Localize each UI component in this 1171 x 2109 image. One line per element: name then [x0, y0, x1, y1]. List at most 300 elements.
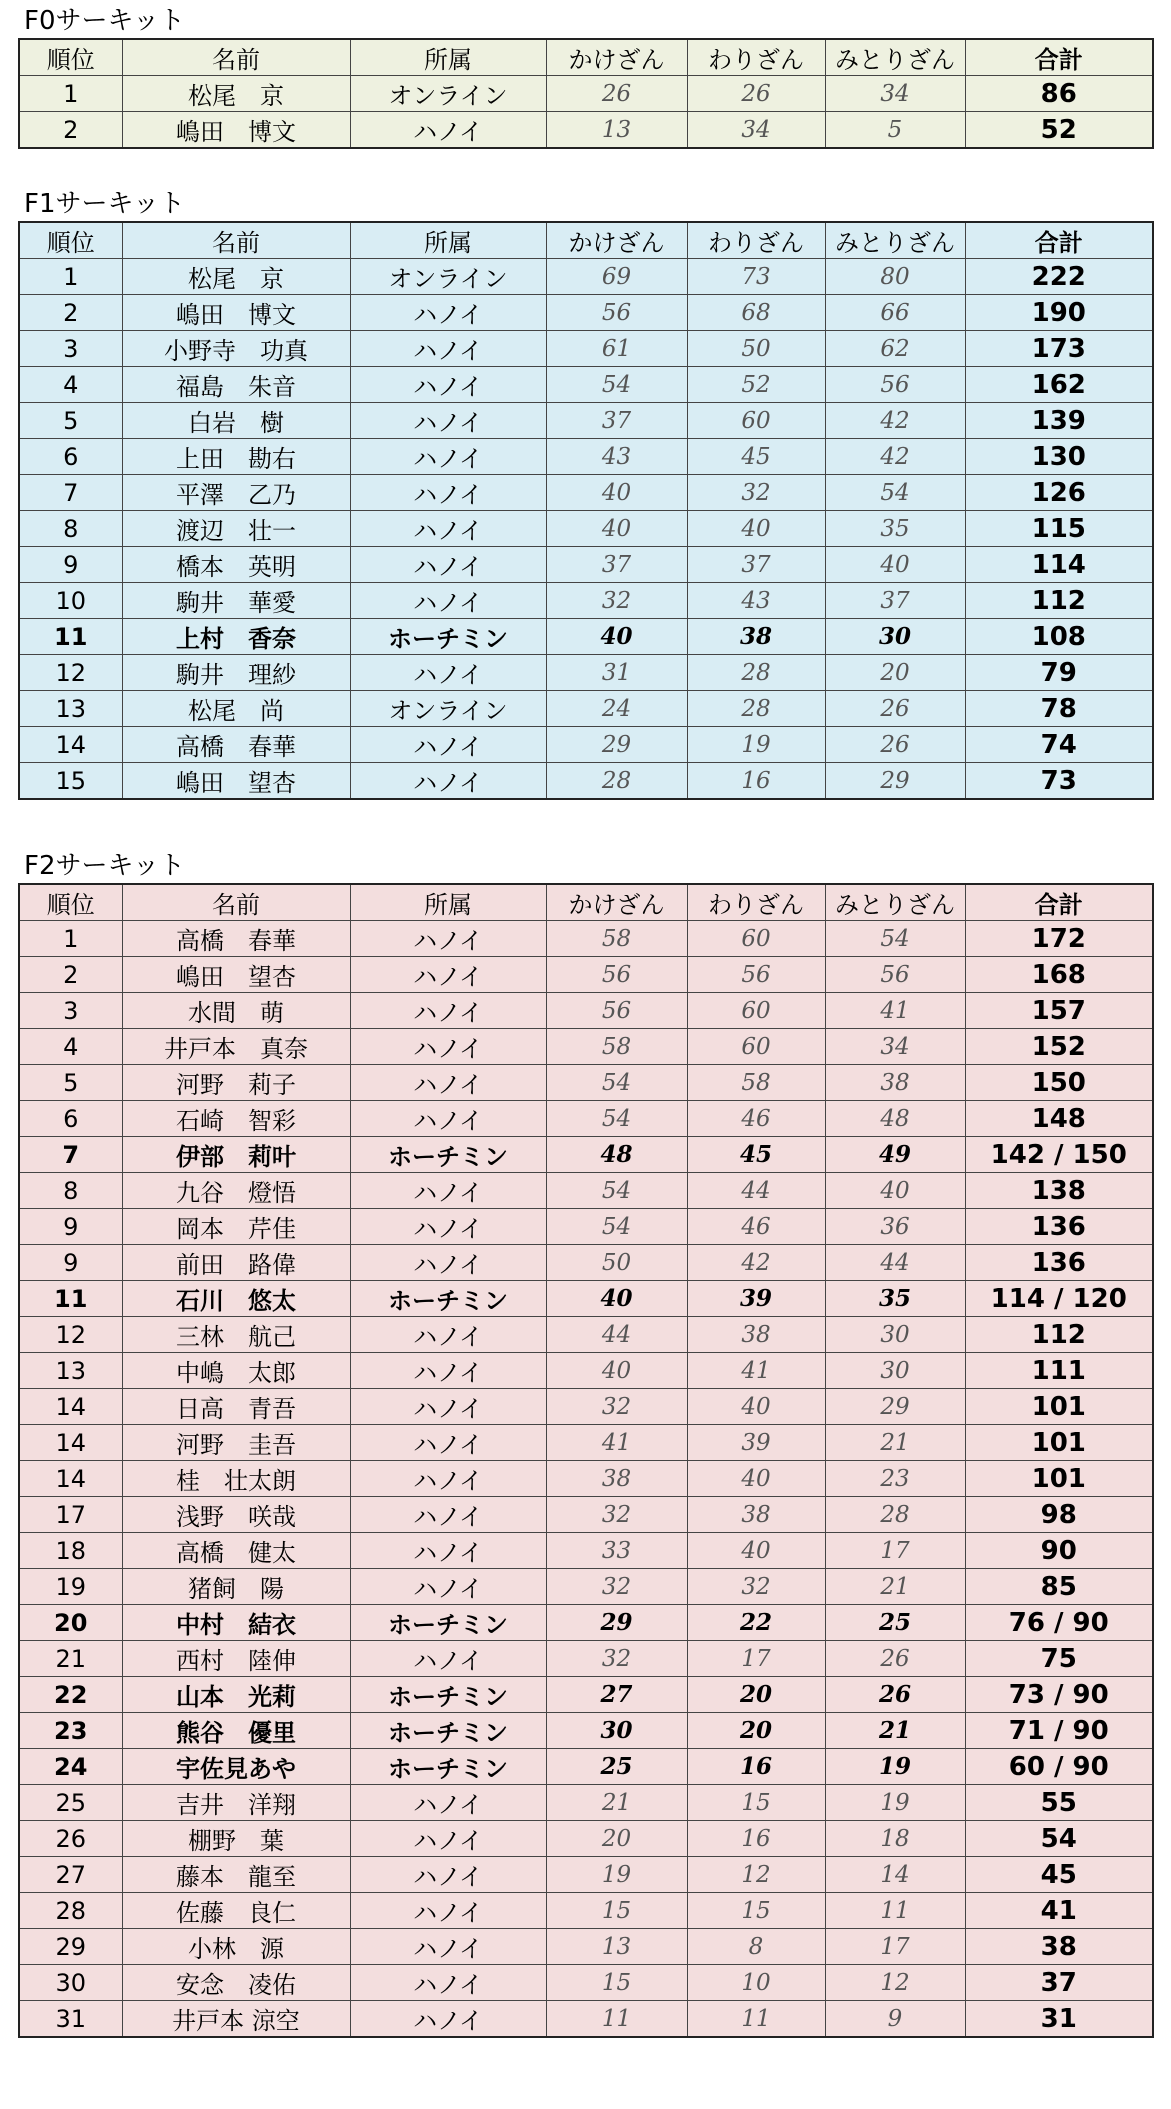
table-row — [19, 1317, 1153, 1353]
name-cell: 岡本 芹佳 — [122, 1209, 350, 1245]
mitorizan-cell: 29 — [825, 1389, 965, 1425]
table-row — [19, 439, 1153, 475]
table-row — [19, 921, 1153, 957]
kakezan-cell: 27 — [546, 1677, 687, 1713]
mitorizan-cell: 49 — [825, 1137, 965, 1173]
total-cell: 74 — [965, 727, 1153, 763]
header-rank-cell: 順位 — [19, 222, 122, 259]
header-total-cell: 合計 — [965, 222, 1153, 259]
total-cell: 98 — [965, 1497, 1153, 1533]
affiliation-cell: ホーチミン — [350, 619, 546, 655]
total-cell: 114 — [965, 547, 1153, 583]
kakezan-cell: 15 — [546, 1893, 687, 1929]
warizan-cell: 17 — [687, 1641, 825, 1677]
kakezan-cell: 26 — [546, 76, 687, 112]
table-row — [19, 403, 1153, 439]
name-cell: 高橋 春華 — [122, 921, 350, 957]
name-cell: 伊部 莉叶 — [122, 1137, 350, 1173]
rank-cell: 22 — [19, 1677, 122, 1713]
total-cell: 101 — [965, 1425, 1153, 1461]
table-row — [19, 1461, 1153, 1497]
affiliation-cell: ハノイ — [350, 475, 546, 511]
affiliation-cell: ハノイ — [350, 331, 546, 367]
table-row — [19, 331, 1153, 367]
total-cell: 190 — [965, 295, 1153, 331]
rank-cell: 24 — [19, 1749, 122, 1785]
mitorizan-cell: 56 — [825, 957, 965, 993]
warizan-cell: 45 — [687, 1137, 825, 1173]
rank-cell: 7 — [19, 475, 122, 511]
warizan-cell: 52 — [687, 367, 825, 403]
name-cell: 中村 結衣 — [122, 1605, 350, 1641]
rank-cell: 13 — [19, 1353, 122, 1389]
mitorizan-cell: 38 — [825, 1065, 965, 1101]
affiliation-cell: ハノイ — [350, 1245, 546, 1281]
mitorizan-cell: 14 — [825, 1857, 965, 1893]
total-cell: 172 — [965, 921, 1153, 957]
table-row — [19, 295, 1153, 331]
kakezan-cell: 58 — [546, 921, 687, 957]
table-row — [19, 1857, 1153, 1893]
table-row — [19, 993, 1153, 1029]
total-cell: 90 — [965, 1533, 1153, 1569]
table-row — [19, 1353, 1153, 1389]
affiliation-cell: ハノイ — [350, 1641, 546, 1677]
affiliation-cell: ホーチミン — [350, 1677, 546, 1713]
kakezan-cell: 33 — [546, 1533, 687, 1569]
rank-cell: 19 — [19, 1569, 122, 1605]
section-title: F0サーキット — [24, 6, 185, 36]
kakezan-cell: 19 — [546, 1857, 687, 1893]
warizan-cell: 39 — [687, 1281, 825, 1317]
name-cell: 水間 萌 — [122, 993, 350, 1029]
rank-cell: 5 — [19, 1065, 122, 1101]
table-row — [19, 1209, 1153, 1245]
rank-cell: 20 — [19, 1605, 122, 1641]
section-title: F1サーキット — [24, 189, 185, 219]
kakezan-cell: 40 — [546, 1281, 687, 1317]
kakezan-cell: 61 — [546, 331, 687, 367]
header-rank-cell: 順位 — [19, 39, 122, 76]
kakezan-cell: 13 — [546, 1929, 687, 1965]
total-cell: 115 — [965, 511, 1153, 547]
header-warizan-cell: わりざん — [687, 884, 825, 921]
total-cell: 168 — [965, 957, 1153, 993]
total-cell: 148 — [965, 1101, 1153, 1137]
warizan-cell: 11 — [687, 2001, 825, 2038]
affiliation-cell: ハノイ — [350, 367, 546, 403]
name-cell: 吉井 洋翔 — [122, 1785, 350, 1821]
name-cell: 橋本 英明 — [122, 547, 350, 583]
name-cell: 松尾 京 — [122, 76, 350, 112]
name-cell: 松尾 京 — [122, 259, 350, 295]
table-row — [19, 367, 1153, 403]
rank-cell: 2 — [19, 112, 122, 149]
kakezan-cell: 54 — [546, 367, 687, 403]
rank-cell: 29 — [19, 1929, 122, 1965]
total-cell: 73 / 90 — [965, 1677, 1153, 1713]
table-row — [19, 1173, 1153, 1209]
warizan-cell: 39 — [687, 1425, 825, 1461]
table-row — [19, 727, 1153, 763]
kakezan-cell: 32 — [546, 1497, 687, 1533]
rank-cell: 25 — [19, 1785, 122, 1821]
warizan-cell: 32 — [687, 1569, 825, 1605]
affiliation-cell: ハノイ — [350, 921, 546, 957]
header-name-cell: 名前 — [122, 222, 350, 259]
name-cell: 松尾 尚 — [122, 691, 350, 727]
table-row — [19, 112, 1153, 149]
kakezan-cell: 29 — [546, 727, 687, 763]
rank-cell: 9 — [19, 547, 122, 583]
warizan-cell: 60 — [687, 1029, 825, 1065]
name-cell: 佐藤 良仁 — [122, 1893, 350, 1929]
kakezan-cell: 56 — [546, 295, 687, 331]
mitorizan-cell: 62 — [825, 331, 965, 367]
total-cell: 101 — [965, 1461, 1153, 1497]
total-cell: 108 — [965, 619, 1153, 655]
results-table — [18, 221, 1154, 800]
mitorizan-cell: 26 — [825, 1641, 965, 1677]
rank-cell: 21 — [19, 1641, 122, 1677]
rank-cell: 11 — [19, 1281, 122, 1317]
affiliation-cell: ホーチミン — [350, 1137, 546, 1173]
table-row — [19, 1821, 1153, 1857]
mitorizan-cell: 17 — [825, 1533, 965, 1569]
section-title: F2サーキット — [24, 851, 185, 881]
name-cell: 浅野 咲哉 — [122, 1497, 350, 1533]
kakezan-cell: 32 — [546, 1569, 687, 1605]
affiliation-cell: ハノイ — [350, 112, 546, 149]
mitorizan-cell: 37 — [825, 583, 965, 619]
affiliation-cell: ハノイ — [350, 1209, 546, 1245]
header-total-cell: 合計 — [965, 884, 1153, 921]
mitorizan-cell: 26 — [825, 691, 965, 727]
kakezan-cell: 11 — [546, 2001, 687, 2038]
total-cell: 136 — [965, 1209, 1153, 1245]
mitorizan-cell: 26 — [825, 1677, 965, 1713]
kakezan-cell: 40 — [546, 619, 687, 655]
mitorizan-cell: 17 — [825, 1929, 965, 1965]
mitorizan-cell: 48 — [825, 1101, 965, 1137]
mitorizan-cell: 40 — [825, 1173, 965, 1209]
total-cell: 54 — [965, 1821, 1153, 1857]
mitorizan-cell: 19 — [825, 1749, 965, 1785]
warizan-cell: 16 — [687, 1821, 825, 1857]
affiliation-cell: ホーチミン — [350, 1281, 546, 1317]
mitorizan-cell: 9 — [825, 2001, 965, 2038]
table-row — [19, 1029, 1153, 1065]
table-row — [19, 475, 1153, 511]
affiliation-cell: ハノイ — [350, 1461, 546, 1497]
total-cell: 31 — [965, 2001, 1153, 2038]
affiliation-cell: ハノイ — [350, 583, 546, 619]
warizan-cell: 40 — [687, 511, 825, 547]
rank-cell: 6 — [19, 439, 122, 475]
warizan-cell: 46 — [687, 1209, 825, 1245]
mitorizan-cell: 26 — [825, 727, 965, 763]
table-row — [19, 763, 1153, 800]
header-warizan-cell: わりざん — [687, 222, 825, 259]
kakezan-cell: 54 — [546, 1065, 687, 1101]
mitorizan-cell: 35 — [825, 1281, 965, 1317]
rank-cell: 17 — [19, 1497, 122, 1533]
kakezan-cell: 56 — [546, 957, 687, 993]
name-cell: 山本 光莉 — [122, 1677, 350, 1713]
mitorizan-cell: 42 — [825, 439, 965, 475]
mitorizan-cell: 30 — [825, 619, 965, 655]
total-cell: 41 — [965, 1893, 1153, 1929]
mitorizan-cell: 80 — [825, 259, 965, 295]
total-cell: 45 — [965, 1857, 1153, 1893]
table-row — [19, 547, 1153, 583]
name-cell: 上田 勘右 — [122, 439, 350, 475]
kakezan-cell: 30 — [546, 1713, 687, 1749]
name-cell: 桂 壮太朗 — [122, 1461, 350, 1497]
name-cell: 平澤 乙乃 — [122, 475, 350, 511]
rank-cell: 4 — [19, 367, 122, 403]
warizan-cell: 34 — [687, 112, 825, 149]
rank-cell: 2 — [19, 295, 122, 331]
header-warizan-cell: わりざん — [687, 39, 825, 76]
table-row — [19, 1245, 1153, 1281]
header-name-cell: 名前 — [122, 884, 350, 921]
affiliation-cell: ハノイ — [350, 1353, 546, 1389]
total-cell: 138 — [965, 1173, 1153, 1209]
warizan-cell: 20 — [687, 1677, 825, 1713]
total-cell: 101 — [965, 1389, 1153, 1425]
mitorizan-cell: 25 — [825, 1605, 965, 1641]
mitorizan-cell: 30 — [825, 1317, 965, 1353]
table-row — [19, 1065, 1153, 1101]
warizan-cell: 38 — [687, 1317, 825, 1353]
rank-cell: 14 — [19, 1425, 122, 1461]
table-row — [19, 511, 1153, 547]
name-cell: 石崎 智彩 — [122, 1101, 350, 1137]
affiliation-cell: ハノイ — [350, 1173, 546, 1209]
affiliation-cell: ハノイ — [350, 1929, 546, 1965]
rank-cell: 4 — [19, 1029, 122, 1065]
affiliation-cell: オンライン — [350, 691, 546, 727]
kakezan-cell: 25 — [546, 1749, 687, 1785]
total-cell: 71 / 90 — [965, 1713, 1153, 1749]
f2-section — [18, 849, 1152, 2038]
header-mitorizan-cell: みとりざん — [825, 39, 965, 76]
rank-cell: 8 — [19, 511, 122, 547]
mitorizan-cell: 35 — [825, 511, 965, 547]
total-cell: 38 — [965, 1929, 1153, 1965]
mitorizan-cell: 21 — [825, 1425, 965, 1461]
affiliation-cell: ハノイ — [350, 993, 546, 1029]
table-row — [19, 1281, 1153, 1317]
kakezan-cell: 56 — [546, 993, 687, 1029]
affiliation-cell: ハノイ — [350, 1893, 546, 1929]
total-cell: 112 — [965, 583, 1153, 619]
total-cell: 152 — [965, 1029, 1153, 1065]
header-mitorizan-cell: みとりざん — [825, 884, 965, 921]
warizan-cell: 56 — [687, 957, 825, 993]
kakezan-cell: 37 — [546, 403, 687, 439]
warizan-cell: 68 — [687, 295, 825, 331]
kakezan-cell: 58 — [546, 1029, 687, 1065]
total-cell: 60 / 90 — [965, 1749, 1153, 1785]
kakezan-cell: 54 — [546, 1101, 687, 1137]
mitorizan-cell: 29 — [825, 763, 965, 800]
kakezan-cell: 54 — [546, 1173, 687, 1209]
header-affiliation-cell: 所属 — [350, 39, 546, 76]
table-row — [19, 957, 1153, 993]
affiliation-cell: ハノイ — [350, 1497, 546, 1533]
total-cell: 52 — [965, 112, 1153, 149]
name-cell: 福島 朱音 — [122, 367, 350, 403]
name-cell: 河野 圭吾 — [122, 1425, 350, 1461]
name-cell: 井戸本 真奈 — [122, 1029, 350, 1065]
total-cell: 157 — [965, 993, 1153, 1029]
table-row — [19, 583, 1153, 619]
name-cell: 嶋田 望杏 — [122, 957, 350, 993]
table-row — [19, 1497, 1153, 1533]
kakezan-cell: 20 — [546, 1821, 687, 1857]
results-table — [18, 883, 1154, 2038]
kakezan-cell: 32 — [546, 1389, 687, 1425]
table-row — [19, 1785, 1153, 1821]
name-cell: 嶋田 博文 — [122, 295, 350, 331]
affiliation-cell: ハノイ — [350, 1425, 546, 1461]
name-cell: 高橋 春華 — [122, 727, 350, 763]
f0-section — [18, 4, 1152, 149]
warizan-cell: 16 — [687, 763, 825, 800]
table-row — [19, 1965, 1153, 2001]
warizan-cell: 10 — [687, 1965, 825, 2001]
mitorizan-cell: 41 — [825, 993, 965, 1029]
affiliation-cell: ハノイ — [350, 1821, 546, 1857]
rank-cell: 9 — [19, 1209, 122, 1245]
header-kakezan-cell: かけざん — [546, 884, 687, 921]
name-cell: 駒井 理紗 — [122, 655, 350, 691]
header-row — [19, 884, 1153, 921]
warizan-cell: 15 — [687, 1785, 825, 1821]
affiliation-cell: ハノイ — [350, 439, 546, 475]
name-cell: 藤本 龍至 — [122, 1857, 350, 1893]
warizan-cell: 58 — [687, 1065, 825, 1101]
table-row — [19, 1137, 1153, 1173]
table-row — [19, 1677, 1153, 1713]
name-cell: 三林 航己 — [122, 1317, 350, 1353]
header-affiliation-cell: 所属 — [350, 884, 546, 921]
name-cell: 河野 莉子 — [122, 1065, 350, 1101]
affiliation-cell: ハノイ — [350, 511, 546, 547]
table-row — [19, 1929, 1153, 1965]
table-row — [19, 1749, 1153, 1785]
kakezan-cell: 41 — [546, 1425, 687, 1461]
total-cell: 173 — [965, 331, 1153, 367]
rank-cell: 8 — [19, 1173, 122, 1209]
total-cell: 136 — [965, 1245, 1153, 1281]
rank-cell: 12 — [19, 655, 122, 691]
kakezan-cell: 37 — [546, 547, 687, 583]
table-row — [19, 1533, 1153, 1569]
kakezan-cell: 15 — [546, 1965, 687, 2001]
kakezan-cell: 38 — [546, 1461, 687, 1497]
kakezan-cell: 21 — [546, 1785, 687, 1821]
name-cell: 小林 源 — [122, 1929, 350, 1965]
kakezan-cell: 69 — [546, 259, 687, 295]
affiliation-cell: ハノイ — [350, 957, 546, 993]
affiliation-cell: ホーチミン — [350, 1713, 546, 1749]
warizan-cell: 38 — [687, 1497, 825, 1533]
table-row — [19, 1605, 1153, 1641]
name-cell: 日高 青吾 — [122, 1389, 350, 1425]
header-affiliation-cell: 所属 — [350, 222, 546, 259]
total-cell: 73 — [965, 763, 1153, 800]
warizan-cell: 40 — [687, 1461, 825, 1497]
warizan-cell: 73 — [687, 259, 825, 295]
name-cell: 中嶋 太郎 — [122, 1353, 350, 1389]
name-cell: 安念 凌佑 — [122, 1965, 350, 2001]
total-cell: 37 — [965, 1965, 1153, 2001]
kakezan-cell: 32 — [546, 1641, 687, 1677]
affiliation-cell: ハノイ — [350, 1965, 546, 2001]
warizan-cell: 22 — [687, 1605, 825, 1641]
rank-cell: 9 — [19, 1245, 122, 1281]
table-row — [19, 1713, 1153, 1749]
mitorizan-cell: 18 — [825, 1821, 965, 1857]
affiliation-cell: ハノイ — [350, 1389, 546, 1425]
warizan-cell: 26 — [687, 76, 825, 112]
affiliation-cell: ホーチミン — [350, 1605, 546, 1641]
affiliation-cell: ホーチミン — [350, 1749, 546, 1785]
name-cell: 棚野 葉 — [122, 1821, 350, 1857]
mitorizan-cell: 12 — [825, 1965, 965, 2001]
rank-cell: 1 — [19, 259, 122, 295]
name-cell: 井戸本 涼空 — [122, 2001, 350, 2038]
warizan-cell: 19 — [687, 727, 825, 763]
warizan-cell: 60 — [687, 993, 825, 1029]
kakezan-cell: 13 — [546, 112, 687, 149]
header-row — [19, 39, 1153, 76]
kakezan-cell: 29 — [546, 1605, 687, 1641]
warizan-cell: 41 — [687, 1353, 825, 1389]
name-cell: 西村 陸伸 — [122, 1641, 350, 1677]
affiliation-cell: ハノイ — [350, 655, 546, 691]
name-cell: 九谷 燈悟 — [122, 1173, 350, 1209]
name-cell: 熊谷 優里 — [122, 1713, 350, 1749]
header-total-cell: 合計 — [965, 39, 1153, 76]
header-row — [19, 222, 1153, 259]
rank-cell: 14 — [19, 1461, 122, 1497]
table-row — [19, 76, 1153, 112]
name-cell: 渡辺 壮一 — [122, 511, 350, 547]
affiliation-cell: ハノイ — [350, 1317, 546, 1353]
name-cell: 白岩 樹 — [122, 403, 350, 439]
mitorizan-cell: 19 — [825, 1785, 965, 1821]
total-cell: 79 — [965, 655, 1153, 691]
kakezan-cell: 44 — [546, 1317, 687, 1353]
name-cell: 小野寺 功真 — [122, 331, 350, 367]
kakezan-cell: 43 — [546, 439, 687, 475]
rank-cell: 14 — [19, 727, 122, 763]
results-table — [18, 38, 1154, 149]
affiliation-cell: オンライン — [350, 259, 546, 295]
table-row — [19, 1893, 1153, 1929]
rank-cell: 3 — [19, 331, 122, 367]
rank-cell: 7 — [19, 1137, 122, 1173]
kakezan-cell: 54 — [546, 1209, 687, 1245]
rank-cell: 23 — [19, 1713, 122, 1749]
mitorizan-cell: 30 — [825, 1353, 965, 1389]
warizan-cell: 20 — [687, 1713, 825, 1749]
mitorizan-cell: 34 — [825, 1029, 965, 1065]
